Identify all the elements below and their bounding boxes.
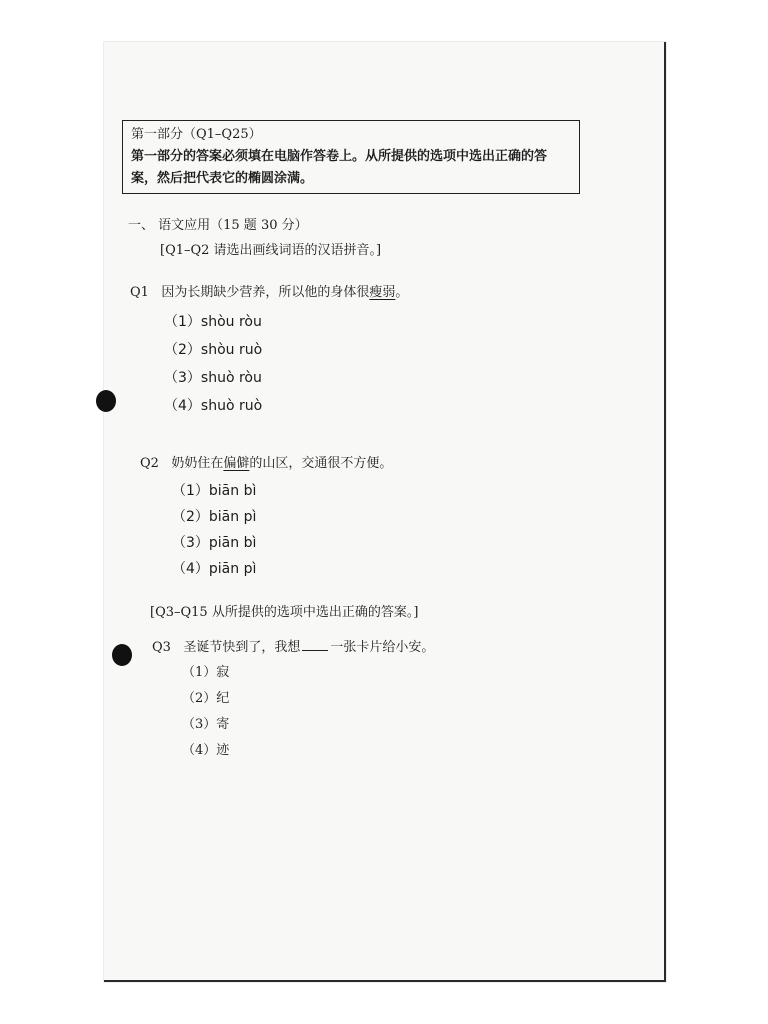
question-q3 [152, 636, 434, 655]
part-title: 第一部分（Q1–Q25） [131, 127, 262, 142]
punch-hole [96, 390, 116, 412]
option-q3-3[interactable]: （3）寄 [182, 717, 230, 732]
question-text: 圣诞节快到了，我想 [183, 640, 301, 655]
instruction-box [122, 120, 580, 194]
question-q1 [130, 281, 408, 300]
option-q2-1[interactable]: （1）biān bì [172, 483, 257, 499]
option-q1-4[interactable]: （4）shuò ruò [164, 398, 263, 414]
answer-blank [302, 650, 328, 651]
punch-hole [112, 644, 132, 666]
option-q3-1[interactable]: （1）寂 [182, 665, 230, 680]
option-q2-4[interactable]: （4）piān pì [172, 561, 257, 577]
option-q1-3[interactable]: （3）shuò ròu [164, 370, 262, 386]
option-q3-2[interactable]: （2）纪 [182, 691, 230, 706]
underlined-word: 瘦弱 [369, 285, 396, 300]
section-instruction: [Q1–Q2 请选出画线词语的汉语拼音。] [160, 243, 382, 258]
question-q2 [140, 452, 392, 471]
question-text: 一张卡片给小安。 [330, 640, 435, 655]
instruction-line: 第一部分的答案必须填在电脑作答卷上。从所提供的选项中选出正确的答 [131, 149, 548, 164]
section-instruction: [Q3–Q15 从所提供的选项中选出正确的答案。] [150, 605, 419, 620]
question-text: 。 [395, 285, 409, 300]
option-q2-2[interactable]: （2）biān pì [172, 509, 257, 525]
option-q3-4[interactable]: （4）迹 [182, 743, 230, 758]
question-text: 因为长期缺少营养，所以他的身体很 [161, 285, 370, 300]
section-title: 一、 语文应用（15 题 30 分） [128, 218, 308, 233]
underlined-word: 偏僻 [223, 456, 250, 471]
question-text: 的山区，交通很不方便。 [249, 456, 393, 471]
question-number: Q3 [152, 640, 171, 655]
question-number: Q2 [140, 456, 159, 471]
instruction-line: 案，然后把代表它的椭圆涂满。 [131, 171, 314, 186]
option-q2-3[interactable]: （3）piān bì [172, 535, 257, 551]
option-q1-2[interactable]: （2）shòu ruò [164, 342, 263, 358]
question-number: Q1 [130, 285, 149, 300]
question-text: 奶奶住在 [171, 456, 224, 471]
option-q1-1[interactable]: （1）shòu ròu [164, 314, 262, 330]
